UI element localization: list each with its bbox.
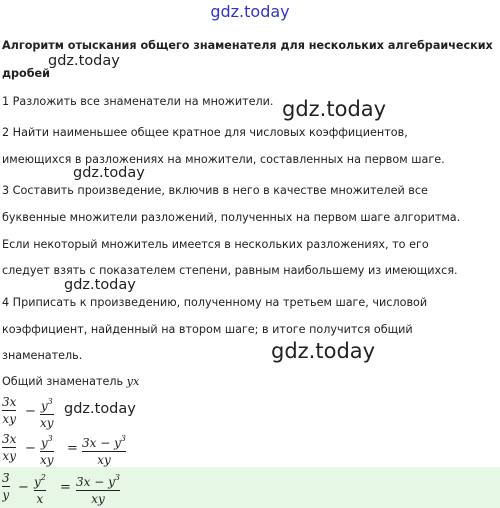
algorithm-heading: Алгоритм отыскания общего знаменателя для нескольких алгебраических дробей <box>2 39 493 80</box>
common-denominator-label: Общий знаменатель <box>2 375 124 388</box>
fraction: $y^3$ xy <box>40 434 54 467</box>
common-denominator-line <box>2 375 139 388</box>
fraction: 3 y <box>2 471 10 502</box>
equals-sign: = <box>67 441 78 456</box>
watermark: gdz.today <box>48 53 120 69</box>
step-line: 2 Найти наименьшее общее кратное для числовых коэффициентов, <box>2 126 408 139</box>
fraction: $y^3$ xy <box>40 397 54 430</box>
fraction: $3x - y^3$ xy <box>76 473 120 506</box>
highlight-band <box>0 467 500 508</box>
watermark: gdz.today <box>271 339 376 363</box>
common-denominator-value: yx <box>126 375 140 388</box>
minus-sign: − <box>18 480 29 495</box>
fraction: $3x - y^3$ xy <box>82 434 126 467</box>
watermark: gdz.today <box>64 277 136 293</box>
equals-sign: = <box>60 480 71 495</box>
fraction: 3x xy <box>2 432 17 463</box>
step-line: 4 Приписать к произведению, полученному на третьем шаге, числовой <box>2 296 428 309</box>
step-line: Если некоторый множитель имеется в нескольких разложениях, то его <box>2 238 429 251</box>
step-line: имеющихся в разложениях на множители, составленных на первом шаге. <box>2 153 445 166</box>
minus-sign: − <box>25 404 36 419</box>
step-line: 3 Составить произведение, включив в него в качестве множителей все <box>2 184 428 197</box>
watermark: gdz.today <box>64 401 136 417</box>
fraction: 3x xy <box>2 395 17 426</box>
minus-sign: − <box>25 441 36 456</box>
step-line: коэффициент, найденный на втором шаге; в итоге получится общий <box>2 323 413 336</box>
step-line: следует взять с показателем степени, равным наибольшему из имеющихся. <box>2 264 458 277</box>
watermark: gdz.today <box>73 165 145 181</box>
watermark: gdz.today <box>282 97 387 121</box>
watermark-top: gdz.today <box>210 2 290 21</box>
step-line: 1 Разложить все знаменатели на множители. <box>2 95 274 108</box>
step-line: буквенные множители разложений, полученных на первом шаге алгоритма. <box>2 211 461 224</box>
fraction: $y^2$ x <box>34 473 46 506</box>
step-line: знаменатель. <box>2 349 83 362</box>
